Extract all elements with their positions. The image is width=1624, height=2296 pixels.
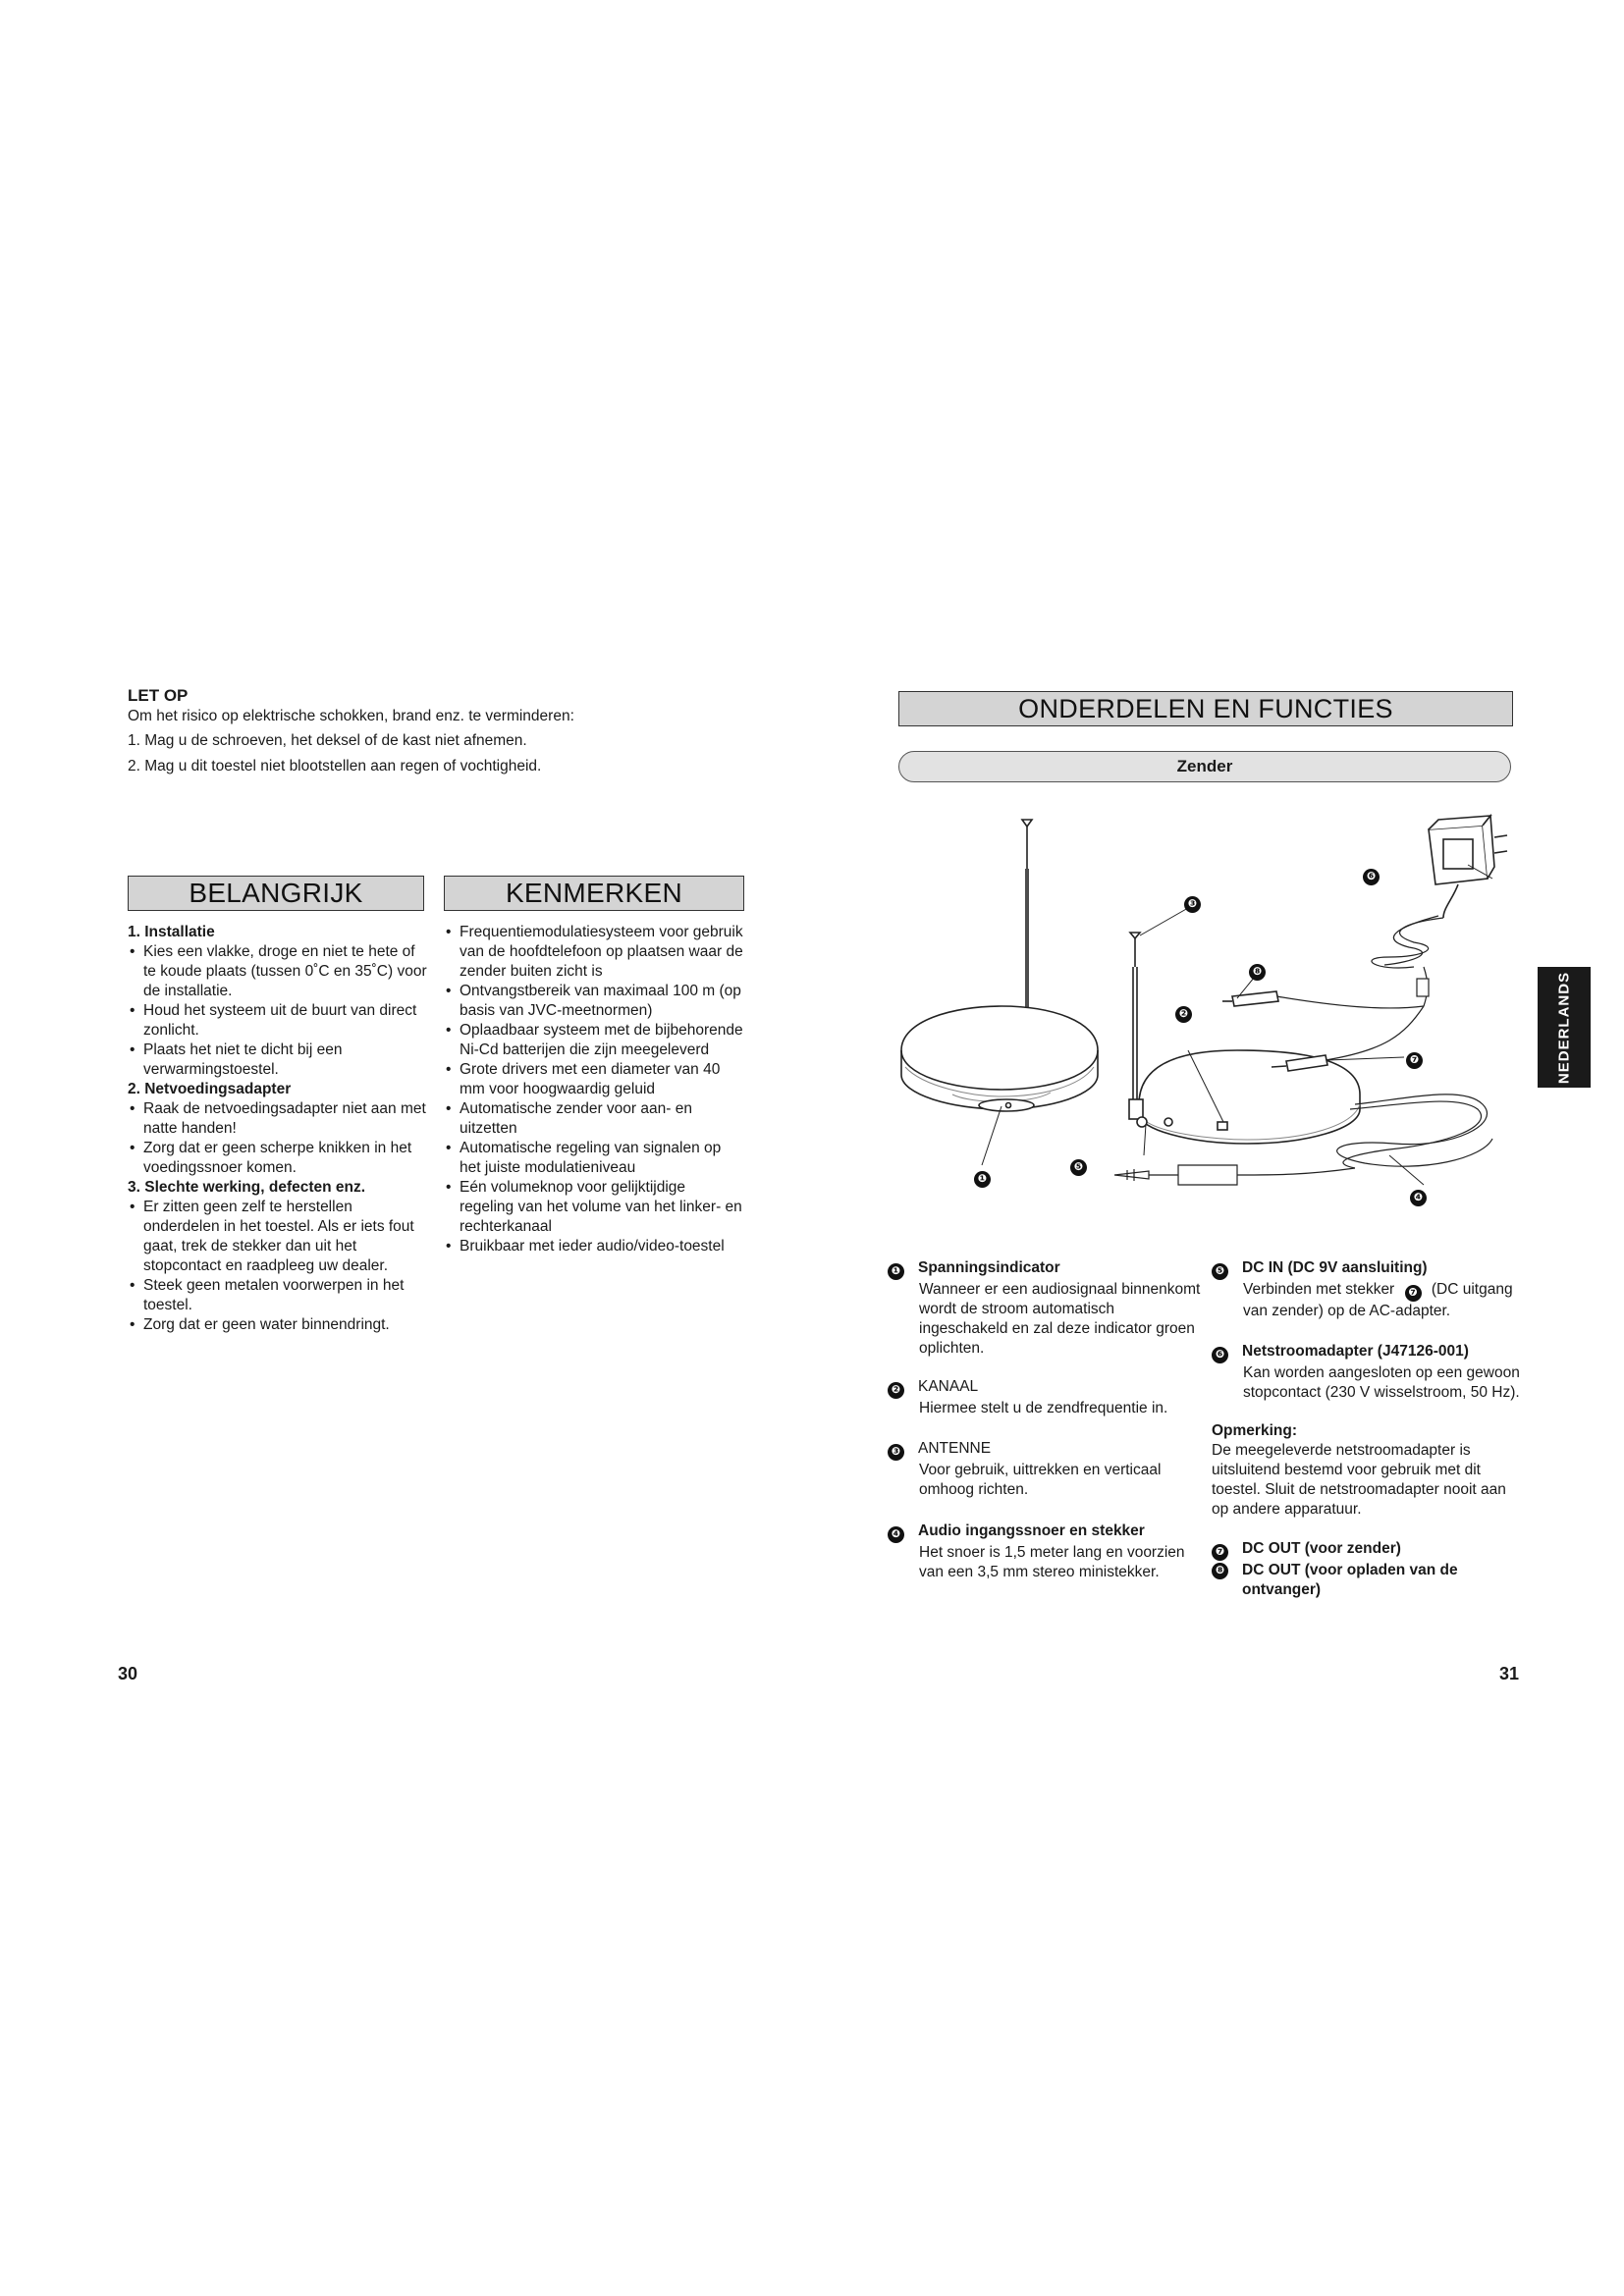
list-item: • Eén volumeknop voor gelijktijdige regeling van het volume van het linker- en rechterkanaal <box>444 1178 743 1237</box>
callout-6-marker: ❻ <box>1363 869 1380 885</box>
section-heading: 1. Installatie <box>128 924 215 940</box>
callout-3-marker: ❸ <box>1184 896 1201 913</box>
callout-2-marker: ❷ <box>1175 1006 1192 1023</box>
ac-adapter-drawing <box>1429 816 1507 918</box>
page-number-left: 30 <box>118 1664 138 1683</box>
part-number: ❼ <box>1212 1544 1228 1561</box>
part-title: KANAAL <box>918 1378 979 1395</box>
callout-7-marker: ❼ <box>1406 1052 1423 1069</box>
belangrijk-header: BELANGRIJK <box>128 876 424 911</box>
part-number: ❶ <box>888 1263 904 1280</box>
list-item: • Automatische zender voor aan- en uitzetten <box>444 1099 743 1139</box>
callout-4-marker: ❹ <box>1410 1190 1427 1206</box>
part-item-8 <box>1212 1561 1506 1600</box>
list-item: • Plaats het niet te dicht bij een verwarmingstoestel. <box>128 1041 427 1080</box>
caution-intro: Om het risico op elektrische schokken, brand enz. te verminderen: <box>128 708 574 724</box>
part-item-3 <box>888 1439 1202 1500</box>
list-item: • Steek geen metalen voorwerpen in het toestel. <box>128 1276 427 1315</box>
zender-subheader: Zender <box>898 751 1511 782</box>
part-number: ❷ <box>888 1382 904 1399</box>
part-description: Hiermee stelt u de zendfrequentie in. <box>919 1400 1168 1416</box>
part-item-5 <box>1212 1258 1526 1321</box>
part-title: DC OUT (voor zender) <box>1242 1540 1401 1557</box>
caution-title: LET OP <box>128 686 189 705</box>
part-item-2 <box>888 1377 1212 1418</box>
part-description: Voor gebruik, uittrekken en verticaal omhoog richten. <box>919 1462 1162 1498</box>
list-item: • Houd het systeem uit de buurt van direct zonlicht. <box>128 1001 427 1041</box>
part-item-1 <box>888 1258 1202 1359</box>
list-item: • Ontvangstbereik van maximaal 100 m (op basis van JVC-meetnormen) <box>444 982 743 1021</box>
language-tab <box>1538 967 1591 1088</box>
part-title: Audio ingangssnoer en stekker <box>918 1522 1145 1539</box>
transmitter-drawing <box>1129 933 1360 1144</box>
part-description <box>1243 1280 1526 1321</box>
part-number: ❸ <box>888 1444 904 1461</box>
list-item: • Automatische regeling van signalen op het juiste modulatieniveau <box>444 1139 743 1178</box>
list-item: • Frequentiemodulatiesysteem voor gebruik van de hoofdtelefoon op plaatsen waar de zender buiten zicht is <box>444 923 743 982</box>
kenmerken-column <box>444 923 743 1256</box>
part-description-a: Verbinden met stekker <box>1243 1281 1395 1298</box>
list-item: • Er zitten geen zelf te herstellen onderdelen in het toestel. Als er iets fout gaat, trek de stekker dan uit het stopcontact en raadpleeg uw dealer. <box>128 1198 427 1276</box>
part-title: DC IN (DC 9V aansluiting) <box>1242 1259 1428 1276</box>
part-title: DC OUT (voor opladen van de ontvanger) <box>1242 1562 1458 1598</box>
part-number: ❻ <box>1212 1347 1228 1363</box>
caution-block <box>128 685 677 776</box>
list-item: • Kies een vlakke, droge en niet te hete of te koude plaats (tussen 0˚C en 35˚C) voor de installatie. <box>128 942 427 1001</box>
part-number: ❺ <box>1212 1263 1228 1280</box>
part-description: Kan worden aangesloten op een gewoon stopcontact (230 V wisselstroom, 50 Hz). <box>1243 1364 1520 1401</box>
part-description-b: (DC uitgang van zender) op de AC-adapter. <box>1243 1281 1513 1319</box>
language-tab-label: NEDERLANDS <box>1555 971 1573 1084</box>
note-title: Opmerking: <box>1212 1422 1297 1439</box>
caution-item: 1. Mag u de schroeven, het deksel of de kast niet afnemen. <box>128 732 527 749</box>
part-reference: ❼ <box>1405 1285 1422 1302</box>
note-body: De meegeleverde netstroomadapter is uitsluitend bestemd voor gebruik met dit toestel. Sluit de netstroomadapter nooit aan op andere apparatuur. <box>1212 1442 1506 1518</box>
list-item: • Grote drivers met een diameter van 40 mm voor hoogwaardig geluid <box>444 1060 743 1099</box>
part-item-4 <box>888 1522 1202 1582</box>
caution-item: 2. Mag u dit toestel niet blootstellen aan regen of vochtigheid. <box>128 758 542 774</box>
part-description: Wanneer er een audiosignaal binnenkomt wordt de stroom automatisch ingeschakeld en zal deze indicator groen oplichten. <box>919 1281 1201 1357</box>
adapter-cable-drawing <box>1276 916 1443 1060</box>
part-item-6 <box>1212 1342 1526 1403</box>
list-item: • Raak de netvoedingsadapter niet aan met natte handen! <box>128 1099 427 1139</box>
part-title: Spanningsindicator <box>918 1259 1060 1276</box>
belangrijk-column <box>128 923 427 1335</box>
part-description: Het snoer is 1,5 meter lang en voorzien van een 3,5 mm stereo ministekker. <box>919 1544 1185 1580</box>
page-number-right: 31 <box>1499 1664 1520 1683</box>
part-number: ❽ <box>1212 1563 1228 1579</box>
part-number: ❹ <box>888 1526 904 1543</box>
callout-1-marker: ❶ <box>974 1171 991 1188</box>
callout-8-marker: ❽ <box>1249 964 1266 981</box>
section-heading: 3. Slechte werking, defecten enz. <box>128 1179 366 1196</box>
part-title: Netstroomadapter (J47126-001) <box>1242 1343 1469 1360</box>
part-title: ANTENNE <box>918 1440 992 1457</box>
note-block <box>1212 1421 1526 1520</box>
charger-disc-drawing <box>901 820 1098 1111</box>
list-item: • Zorg dat er geen water binnendringt. <box>128 1315 427 1335</box>
list-item: • Oplaadbaar systeem met de bijbehorende Ni-Cd batterijen die zijn meegeleverd <box>444 1021 743 1060</box>
section-heading: 2. Netvoedingsadapter <box>128 1081 292 1097</box>
part-item-7 <box>1212 1539 1526 1561</box>
callout-5-marker: ❺ <box>1070 1159 1087 1176</box>
onderdelen-header: ONDERDELEN EN FUNCTIES <box>898 691 1513 726</box>
list-item: • Bruikbaar met ieder audio/video-toestel <box>444 1237 743 1256</box>
list-item: • Zorg dat er geen scherpe knikken in het voedingssnoer komen. <box>128 1139 427 1178</box>
kenmerken-header: KENMERKEN <box>444 876 744 911</box>
